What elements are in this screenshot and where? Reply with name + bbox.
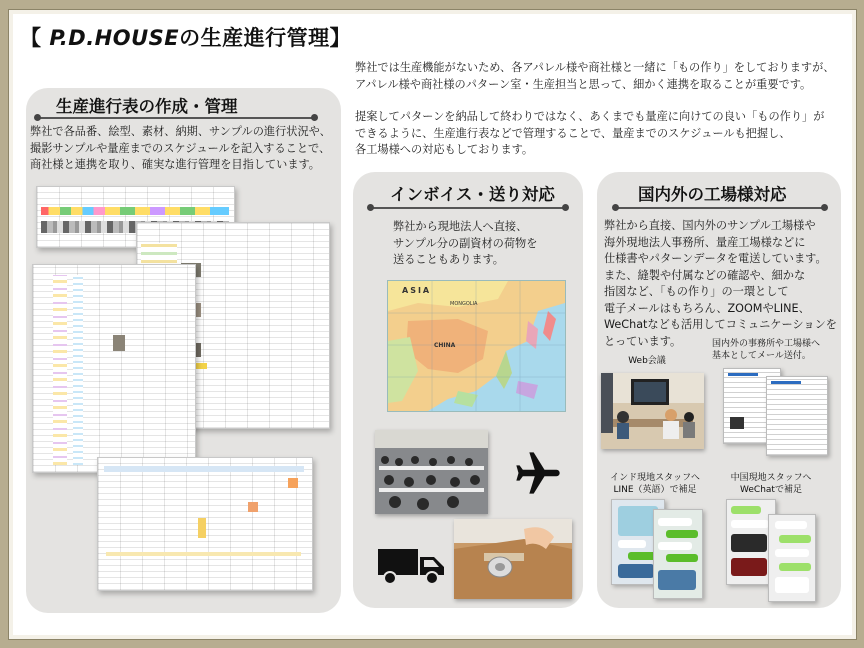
email-caption-line: 国内外の事務所や工場様へ [712, 339, 821, 349]
email-caption [712, 338, 842, 362]
map-label-mongolia: MONGOLIA [450, 301, 478, 307]
invoice-text-line: 弊社から現地法人へ直接、 [393, 220, 528, 233]
intro-line: 各工場様への対応もしております。 [355, 143, 534, 156]
truck-icon [378, 545, 446, 587]
title-divider [614, 207, 826, 209]
title-bracket-open: 【 [20, 26, 50, 50]
invoice-panel-text [393, 219, 578, 269]
factory-text-line: 弊社から直接、国内外のサンプル工場様や [604, 219, 816, 232]
invoice-panel-title: インボイス・送り対応 [390, 185, 555, 204]
invoice-text-line: サンプル分の副資材の荷物を [393, 236, 538, 250]
intro-line: 提案してパターンを納品して終わりではなく、あくまでも量産に向けての良い「もの作り」が [355, 110, 825, 123]
factory-floor-graphic [375, 430, 488, 514]
intro-text [355, 60, 850, 175]
schedule-text-line: 撮影サンプルや量産までのスケジュールを記入することで、 [30, 141, 331, 155]
china-wechat-caption [716, 472, 826, 496]
packing-box-photo [454, 519, 572, 599]
india-caption-line: インド現地スタッフへ [610, 473, 700, 483]
factory-text-line: 指図など、「もの作り」の一環として [604, 285, 789, 298]
factory-text-line: とっています。 [604, 334, 682, 348]
wechat-chat-screenshot [768, 514, 816, 602]
factory-text-line: また、縫製や付属などの確認や、細かな [604, 268, 806, 282]
map-label-china: CHINA [434, 342, 456, 349]
india-line-caption [600, 472, 710, 496]
china-caption-line: WeChatで補足 [740, 485, 802, 495]
asia-map-graphic [388, 281, 565, 411]
schedule-text-line: 商社様と連携を取り、確実な進行管理を目指しています。 [30, 158, 320, 171]
factory-panel-text [604, 218, 844, 350]
title-brand: P.D.HOUSE [49, 26, 180, 50]
airplane-icon [512, 447, 564, 499]
page-title [20, 22, 351, 52]
web-meeting-caption: Web会議 [628, 356, 666, 366]
intro-line: 弊社では生産機能がないため、各アパレル様や商社様と一緒に「もの作り」をしておりますが、 [355, 61, 835, 74]
title-bracket-close: 】 [329, 26, 352, 50]
title-rest: の生産進行管理 [179, 26, 330, 50]
packing-box-graphic [454, 519, 572, 599]
factory-text-line: WeChatなども活用してコミュニケーションを [604, 318, 837, 331]
title-divider [369, 207, 567, 209]
schedule-panel-title: 生産進行表の作成・管理 [56, 97, 238, 116]
intro-line: アパレル様や商社様のパターン室・生産担当と思って、細かく連携を取ることが重要です。 [355, 77, 812, 91]
factory-text-line: 仕様書やパターンデータを電送しています。 [604, 252, 827, 265]
web-meeting-graphic [601, 373, 704, 449]
email-caption-line: 基本としてメール送付。 [712, 351, 811, 361]
factory-panel-title: 国内外の工場様対応 [638, 185, 787, 204]
schedule-text-line: 弊社で各品番、絵型、素材、納期、サンプルの進行状況や、 [30, 125, 331, 138]
india-caption-line: LINE（英語）で補足 [613, 485, 697, 495]
schedule-sheet-thumbnail [32, 264, 196, 473]
line-chat-screenshot [653, 509, 703, 599]
factory-text-line: 海外現地法人事務所、量産工場様などに [604, 235, 806, 249]
china-caption-line: 中国現地スタッフへ [730, 473, 812, 483]
email-thumbnail [766, 376, 828, 456]
factory-floor-photo [375, 430, 488, 514]
asia-map-image [387, 280, 566, 412]
invoice-text-line: 送ることもあります。 [393, 253, 504, 266]
schedule-sheet-thumbnail [97, 457, 313, 591]
web-meeting-photo [601, 373, 704, 449]
intro-line: できるように、生産進行表などで管理することで、量産までのスケジュールも把握し、 [355, 126, 791, 140]
map-label-asia: ASIA [402, 286, 432, 295]
factory-text-line: 電子メールはもちろん、ZOOMやLINE、 [604, 301, 810, 315]
title-divider [36, 117, 316, 119]
schedule-panel-text [30, 124, 340, 174]
